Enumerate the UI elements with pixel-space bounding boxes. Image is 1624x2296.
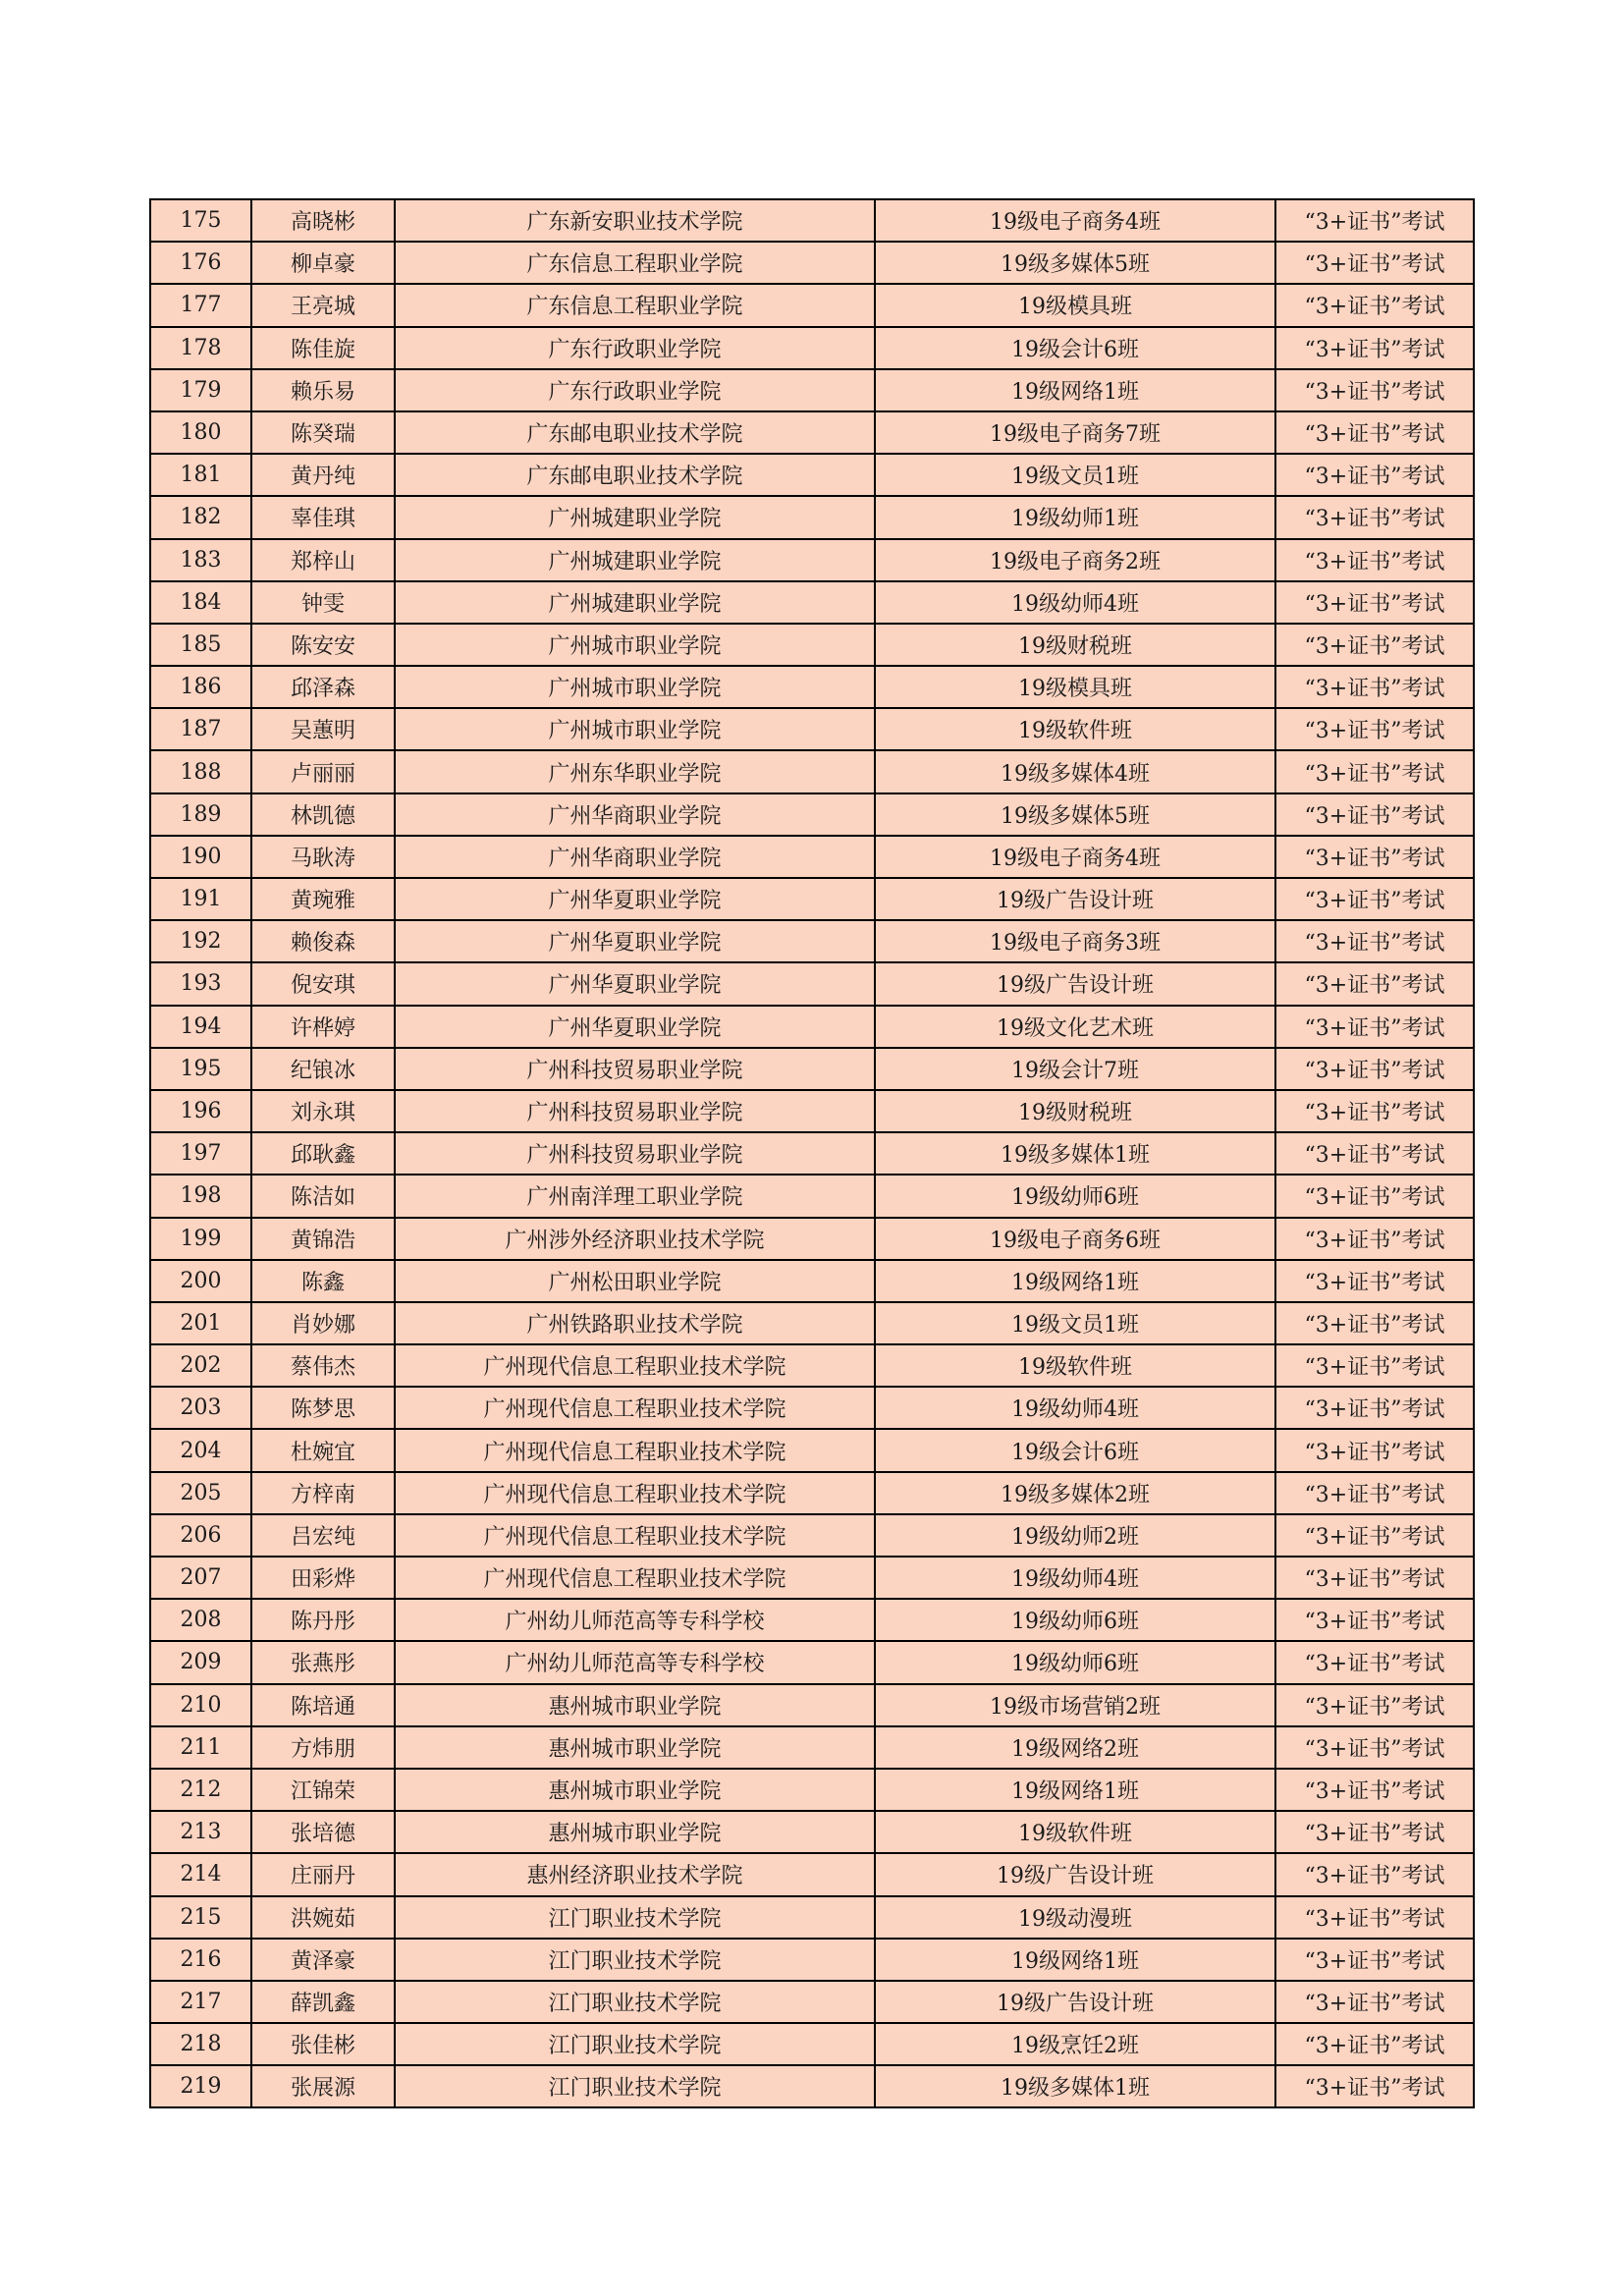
exam-type-cell: “3+证书”考试	[1275, 327, 1474, 369]
student-name-cell: 蔡伟杰	[251, 1344, 395, 1387]
table-row	[150, 793, 1474, 836]
row-number-cell: 212	[150, 1769, 251, 1811]
class-name-cell: 19级幼师4班	[875, 1557, 1275, 1599]
exam-type-cell: “3+证书”考试	[1275, 920, 1474, 962]
student-name-cell: 郑梓山	[251, 539, 395, 581]
exam-type-cell: “3+证书”考试	[1275, 581, 1474, 624]
class-name-cell: 19级广告设计班	[875, 1981, 1275, 2023]
class-name-cell: 19级幼师2班	[875, 1514, 1275, 1557]
table-row	[150, 1939, 1474, 1981]
class-name-cell: 19级电子商务3班	[875, 920, 1275, 962]
school-name-cell: 广东邮电职业技术学院	[395, 454, 875, 496]
row-number-cell: 181	[150, 454, 251, 496]
class-name-cell: 19级动漫班	[875, 1896, 1275, 1939]
student-name-cell: 张展源	[251, 2065, 395, 2107]
school-name-cell: 广州铁路职业技术学院	[395, 1302, 875, 1344]
class-name-cell: 19级财税班	[875, 1090, 1275, 1132]
student-name-cell: 邱耿鑫	[251, 1132, 395, 1175]
school-name-cell: 广州华商职业学院	[395, 836, 875, 878]
exam-type-cell: “3+证书”考试	[1275, 1387, 1474, 1429]
school-name-cell: 广州南洋理工职业学院	[395, 1175, 875, 1217]
student-name-cell: 钟雯	[251, 581, 395, 624]
class-name-cell: 19级模具班	[875, 284, 1275, 326]
school-name-cell: 广东信息工程职业学院	[395, 284, 875, 326]
table-row	[150, 1302, 1474, 1344]
exam-type-cell: “3+证书”考试	[1275, 1344, 1474, 1387]
row-number-cell: 216	[150, 1939, 251, 1981]
student-name-cell: 许桦婷	[251, 1006, 395, 1048]
exam-type-cell: “3+证书”考试	[1275, 1853, 1474, 1895]
class-name-cell: 19级广告设计班	[875, 878, 1275, 920]
student-name-cell: 黄锦浩	[251, 1218, 395, 1260]
school-name-cell: 广州城市职业学院	[395, 624, 875, 666]
roster-body	[150, 199, 1474, 2107]
class-name-cell: 19级会计6班	[875, 1429, 1275, 1471]
exam-type-cell: “3+证书”考试	[1275, 1132, 1474, 1175]
student-name-cell: 林凯德	[251, 793, 395, 836]
class-name-cell: 19级会计7班	[875, 1048, 1275, 1090]
student-name-cell: 陈癸瑞	[251, 411, 395, 454]
table-row	[150, 284, 1474, 326]
class-name-cell: 19级电子商务2班	[875, 539, 1275, 581]
class-name-cell: 19级多媒体5班	[875, 793, 1275, 836]
school-name-cell: 江门职业技术学院	[395, 1896, 875, 1939]
school-name-cell: 广州涉外经济职业技术学院	[395, 1218, 875, 1260]
exam-type-cell: “3+证书”考试	[1275, 666, 1474, 708]
class-name-cell: 19级网络1班	[875, 1939, 1275, 1981]
table-row	[150, 836, 1474, 878]
class-name-cell: 19级多媒体1班	[875, 1132, 1275, 1175]
row-number-cell: 204	[150, 1429, 251, 1471]
student-name-cell: 黄丹纯	[251, 454, 395, 496]
school-name-cell: 广州城市职业学院	[395, 666, 875, 708]
student-name-cell: 高晓彬	[251, 199, 395, 242]
student-name-cell: 马耿涛	[251, 836, 395, 878]
exam-type-cell: “3+证书”考试	[1275, 793, 1474, 836]
class-name-cell: 19级文员1班	[875, 1302, 1275, 1344]
student-name-cell: 赖乐易	[251, 369, 395, 411]
school-name-cell: 广州现代信息工程职业技术学院	[395, 1557, 875, 1599]
class-name-cell: 19级网络1班	[875, 1260, 1275, 1302]
row-number-cell: 197	[150, 1132, 251, 1175]
row-number-cell: 196	[150, 1090, 251, 1132]
student-name-cell: 陈鑫	[251, 1260, 395, 1302]
student-name-cell: 陈培通	[251, 1684, 395, 1726]
class-name-cell: 19级幼师6班	[875, 1641, 1275, 1683]
table-row	[150, 242, 1474, 284]
table-row	[150, 327, 1474, 369]
class-name-cell: 19级广告设计班	[875, 962, 1275, 1005]
exam-type-cell: “3+证书”考试	[1275, 1599, 1474, 1641]
student-name-cell: 陈洁如	[251, 1175, 395, 1217]
row-number-cell: 208	[150, 1599, 251, 1641]
table-row	[150, 1896, 1474, 1939]
class-name-cell: 19级幼师4班	[875, 1387, 1275, 1429]
student-name-cell: 方梓南	[251, 1472, 395, 1514]
row-number-cell: 175	[150, 199, 251, 242]
exam-type-cell: “3+证书”考试	[1275, 1769, 1474, 1811]
table-row	[150, 1811, 1474, 1853]
student-name-cell: 张培德	[251, 1811, 395, 1853]
student-name-cell: 庄丽丹	[251, 1853, 395, 1895]
row-number-cell: 186	[150, 666, 251, 708]
row-number-cell: 190	[150, 836, 251, 878]
school-name-cell: 广州幼儿师范高等专科学校	[395, 1641, 875, 1683]
exam-type-cell: “3+证书”考试	[1275, 1006, 1474, 1048]
student-name-cell: 邱泽森	[251, 666, 395, 708]
student-name-cell: 纪锒冰	[251, 1048, 395, 1090]
table-row	[150, 369, 1474, 411]
row-number-cell: 210	[150, 1684, 251, 1726]
table-row	[150, 1429, 1474, 1471]
class-name-cell: 19级电子商务4班	[875, 836, 1275, 878]
school-name-cell: 广州华夏职业学院	[395, 962, 875, 1005]
table-row	[150, 1557, 1474, 1599]
row-number-cell: 211	[150, 1726, 251, 1769]
table-row	[150, 1344, 1474, 1387]
school-name-cell: 广州华商职业学院	[395, 793, 875, 836]
table-row	[150, 1218, 1474, 1260]
exam-type-cell: “3+证书”考试	[1275, 1726, 1474, 1769]
exam-type-cell: “3+证书”考试	[1275, 1896, 1474, 1939]
exam-type-cell: “3+证书”考试	[1275, 1981, 1474, 2023]
school-name-cell: 广州城建职业学院	[395, 581, 875, 624]
row-number-cell: 191	[150, 878, 251, 920]
exam-type-cell: “3+证书”考试	[1275, 496, 1474, 538]
class-name-cell: 19级幼师4班	[875, 581, 1275, 624]
row-number-cell: 198	[150, 1175, 251, 1217]
exam-type-cell: “3+证书”考试	[1275, 1260, 1474, 1302]
table-row	[150, 962, 1474, 1005]
row-number-cell: 200	[150, 1260, 251, 1302]
school-name-cell: 广州科技贸易职业学院	[395, 1048, 875, 1090]
school-name-cell: 广州华夏职业学院	[395, 1006, 875, 1048]
row-number-cell: 180	[150, 411, 251, 454]
school-name-cell: 广州现代信息工程职业技术学院	[395, 1429, 875, 1471]
row-number-cell: 217	[150, 1981, 251, 2023]
row-number-cell: 177	[150, 284, 251, 326]
exam-type-cell: “3+证书”考试	[1275, 1472, 1474, 1514]
row-number-cell: 187	[150, 708, 251, 750]
school-name-cell: 广州现代信息工程职业技术学院	[395, 1472, 875, 1514]
row-number-cell: 205	[150, 1472, 251, 1514]
table-row	[150, 1472, 1474, 1514]
school-name-cell: 江门职业技术学院	[395, 1981, 875, 2023]
class-name-cell: 19级多媒体2班	[875, 1472, 1275, 1514]
exam-type-cell: “3+证书”考试	[1275, 1557, 1474, 1599]
student-name-cell: 陈丹彤	[251, 1599, 395, 1641]
table-row	[150, 666, 1474, 708]
exam-type-cell: “3+证书”考试	[1275, 539, 1474, 581]
school-name-cell: 广州科技贸易职业学院	[395, 1090, 875, 1132]
exam-type-cell: “3+证书”考试	[1275, 878, 1474, 920]
exam-type-cell: “3+证书”考试	[1275, 708, 1474, 750]
table-row	[150, 1090, 1474, 1132]
school-name-cell: 广东行政职业学院	[395, 369, 875, 411]
student-name-cell: 张燕彤	[251, 1641, 395, 1683]
table-row	[150, 1981, 1474, 2023]
class-name-cell: 19级电子商务6班	[875, 1218, 1275, 1260]
student-name-cell: 卢丽丽	[251, 750, 395, 793]
exam-type-cell: “3+证书”考试	[1275, 962, 1474, 1005]
table-row	[150, 1853, 1474, 1895]
school-name-cell: 江门职业技术学院	[395, 1939, 875, 1981]
school-name-cell: 广州东华职业学院	[395, 750, 875, 793]
row-number-cell: 182	[150, 496, 251, 538]
row-number-cell: 203	[150, 1387, 251, 1429]
row-number-cell: 199	[150, 1218, 251, 1260]
row-number-cell: 218	[150, 2023, 251, 2065]
school-name-cell: 广州科技贸易职业学院	[395, 1132, 875, 1175]
class-name-cell: 19级幼师1班	[875, 496, 1275, 538]
exam-type-cell: “3+证书”考试	[1275, 1939, 1474, 1981]
school-name-cell: 广东邮电职业技术学院	[395, 411, 875, 454]
student-name-cell: 田彩烨	[251, 1557, 395, 1599]
table-row	[150, 878, 1474, 920]
class-name-cell: 19级网络1班	[875, 1769, 1275, 1811]
class-name-cell: 19级软件班	[875, 708, 1275, 750]
school-name-cell: 广州现代信息工程职业技术学院	[395, 1344, 875, 1387]
table-row	[150, 1175, 1474, 1217]
table-row	[150, 1048, 1474, 1090]
class-name-cell: 19级文员1班	[875, 454, 1275, 496]
class-name-cell: 19级市场营销2班	[875, 1684, 1275, 1726]
school-name-cell: 广州城建职业学院	[395, 496, 875, 538]
school-name-cell: 惠州城市职业学院	[395, 1769, 875, 1811]
student-name-cell: 倪安琪	[251, 962, 395, 1005]
row-number-cell: 202	[150, 1344, 251, 1387]
row-number-cell: 195	[150, 1048, 251, 1090]
school-name-cell: 江门职业技术学院	[395, 2023, 875, 2065]
row-number-cell: 189	[150, 793, 251, 836]
exam-type-cell: “3+证书”考试	[1275, 369, 1474, 411]
table-row	[150, 1769, 1474, 1811]
school-name-cell: 广东新安职业技术学院	[395, 199, 875, 242]
class-name-cell: 19级烹饪2班	[875, 2023, 1275, 2065]
exam-type-cell: “3+证书”考试	[1275, 284, 1474, 326]
class-name-cell: 19级电子商务4班	[875, 199, 1275, 242]
table-row	[150, 539, 1474, 581]
student-name-cell: 张佳彬	[251, 2023, 395, 2065]
table-row	[150, 2023, 1474, 2065]
row-number-cell: 183	[150, 539, 251, 581]
exam-type-cell: “3+证书”考试	[1275, 1811, 1474, 1853]
class-name-cell: 19级模具班	[875, 666, 1275, 708]
exam-type-cell: “3+证书”考试	[1275, 1175, 1474, 1217]
row-number-cell: 188	[150, 750, 251, 793]
school-name-cell: 江门职业技术学院	[395, 2065, 875, 2107]
exam-type-cell: “3+证书”考试	[1275, 2023, 1474, 2065]
exam-type-cell: “3+证书”考试	[1275, 199, 1474, 242]
school-name-cell: 惠州城市职业学院	[395, 1684, 875, 1726]
exam-type-cell: “3+证书”考试	[1275, 1684, 1474, 1726]
student-name-cell: 辜佳琪	[251, 496, 395, 538]
row-number-cell: 185	[150, 624, 251, 666]
table-row	[150, 1641, 1474, 1683]
class-name-cell: 19级幼师6班	[875, 1175, 1275, 1217]
student-name-cell: 黄琬雅	[251, 878, 395, 920]
student-name-cell: 刘永琪	[251, 1090, 395, 1132]
table-row	[150, 708, 1474, 750]
row-number-cell: 192	[150, 920, 251, 962]
school-name-cell: 广州幼儿师范高等专科学校	[395, 1599, 875, 1641]
student-name-cell: 洪婉茹	[251, 1896, 395, 1939]
exam-type-cell: “3+证书”考试	[1275, 836, 1474, 878]
table-row	[150, 1684, 1474, 1726]
row-number-cell: 201	[150, 1302, 251, 1344]
class-name-cell: 19级电子商务7班	[875, 411, 1275, 454]
table-row	[150, 624, 1474, 666]
table-row	[150, 1260, 1474, 1302]
class-name-cell: 19级软件班	[875, 1344, 1275, 1387]
table-row	[150, 581, 1474, 624]
school-name-cell: 广东行政职业学院	[395, 327, 875, 369]
exam-type-cell: “3+证书”考试	[1275, 454, 1474, 496]
table-row	[150, 1006, 1474, 1048]
exam-type-cell: “3+证书”考试	[1275, 1429, 1474, 1471]
table-row	[150, 1514, 1474, 1557]
row-number-cell: 178	[150, 327, 251, 369]
class-name-cell: 19级多媒体4班	[875, 750, 1275, 793]
class-name-cell: 19级会计6班	[875, 327, 1275, 369]
class-name-cell: 19级文化艺术班	[875, 1006, 1275, 1048]
row-number-cell: 176	[150, 242, 251, 284]
exam-type-cell: “3+证书”考试	[1275, 1514, 1474, 1557]
exam-type-cell: “3+证书”考试	[1275, 750, 1474, 793]
student-name-cell: 黄泽豪	[251, 1939, 395, 1981]
table-row	[150, 411, 1474, 454]
student-name-cell: 吕宏纯	[251, 1514, 395, 1557]
row-number-cell: 215	[150, 1896, 251, 1939]
school-name-cell: 广州华夏职业学院	[395, 878, 875, 920]
table-row	[150, 1132, 1474, 1175]
table-row	[150, 199, 1474, 242]
class-name-cell: 19级多媒体5班	[875, 242, 1275, 284]
exam-type-cell: “3+证书”考试	[1275, 1302, 1474, 1344]
row-number-cell: 219	[150, 2065, 251, 2107]
student-name-cell: 薛凯鑫	[251, 1981, 395, 2023]
class-name-cell: 19级财税班	[875, 624, 1275, 666]
admission-roster-table	[149, 198, 1475, 2108]
exam-type-cell: “3+证书”考试	[1275, 1090, 1474, 1132]
school-name-cell: 广州现代信息工程职业技术学院	[395, 1514, 875, 1557]
school-name-cell: 广州松田职业学院	[395, 1260, 875, 1302]
student-name-cell: 江锦荣	[251, 1769, 395, 1811]
student-name-cell: 柳卓豪	[251, 242, 395, 284]
school-name-cell: 广州华夏职业学院	[395, 920, 875, 962]
student-name-cell: 吴蕙明	[251, 708, 395, 750]
table-row	[150, 750, 1474, 793]
exam-type-cell: “3+证书”考试	[1275, 1218, 1474, 1260]
table-row	[150, 1726, 1474, 1769]
class-name-cell: 19级幼师6班	[875, 1599, 1275, 1641]
exam-type-cell: “3+证书”考试	[1275, 2065, 1474, 2107]
school-name-cell: 惠州城市职业学院	[395, 1811, 875, 1853]
row-number-cell: 179	[150, 369, 251, 411]
class-name-cell: 19级广告设计班	[875, 1853, 1275, 1895]
student-name-cell: 陈佳旋	[251, 327, 395, 369]
student-name-cell: 方炜朋	[251, 1726, 395, 1769]
row-number-cell: 209	[150, 1641, 251, 1683]
school-name-cell: 广州城市职业学院	[395, 708, 875, 750]
table-row	[150, 920, 1474, 962]
exam-type-cell: “3+证书”考试	[1275, 411, 1474, 454]
exam-type-cell: “3+证书”考试	[1275, 624, 1474, 666]
row-number-cell: 194	[150, 1006, 251, 1048]
school-name-cell: 广州城建职业学院	[395, 539, 875, 581]
row-number-cell: 214	[150, 1853, 251, 1895]
student-name-cell: 赖俊森	[251, 920, 395, 962]
table-row	[150, 1599, 1474, 1641]
school-name-cell: 惠州城市职业学院	[395, 1726, 875, 1769]
exam-type-cell: “3+证书”考试	[1275, 1048, 1474, 1090]
school-name-cell: 广州现代信息工程职业技术学院	[395, 1387, 875, 1429]
class-name-cell: 19级多媒体1班	[875, 2065, 1275, 2107]
table-row	[150, 454, 1474, 496]
table-row	[150, 2065, 1474, 2107]
row-number-cell: 206	[150, 1514, 251, 1557]
student-name-cell: 肖妙娜	[251, 1302, 395, 1344]
row-number-cell: 213	[150, 1811, 251, 1853]
row-number-cell: 207	[150, 1557, 251, 1599]
row-number-cell: 193	[150, 962, 251, 1005]
student-name-cell: 杜婉宜	[251, 1429, 395, 1471]
class-name-cell: 19级网络2班	[875, 1726, 1275, 1769]
school-name-cell: 广东信息工程职业学院	[395, 242, 875, 284]
student-name-cell: 王亮城	[251, 284, 395, 326]
row-number-cell: 184	[150, 581, 251, 624]
table-row	[150, 496, 1474, 538]
table-row	[150, 1387, 1474, 1429]
class-name-cell: 19级软件班	[875, 1811, 1275, 1853]
student-name-cell: 陈梦思	[251, 1387, 395, 1429]
school-name-cell: 惠州经济职业技术学院	[395, 1853, 875, 1895]
class-name-cell: 19级网络1班	[875, 369, 1275, 411]
student-name-cell: 陈安安	[251, 624, 395, 666]
exam-type-cell: “3+证书”考试	[1275, 242, 1474, 284]
exam-type-cell: “3+证书”考试	[1275, 1641, 1474, 1683]
